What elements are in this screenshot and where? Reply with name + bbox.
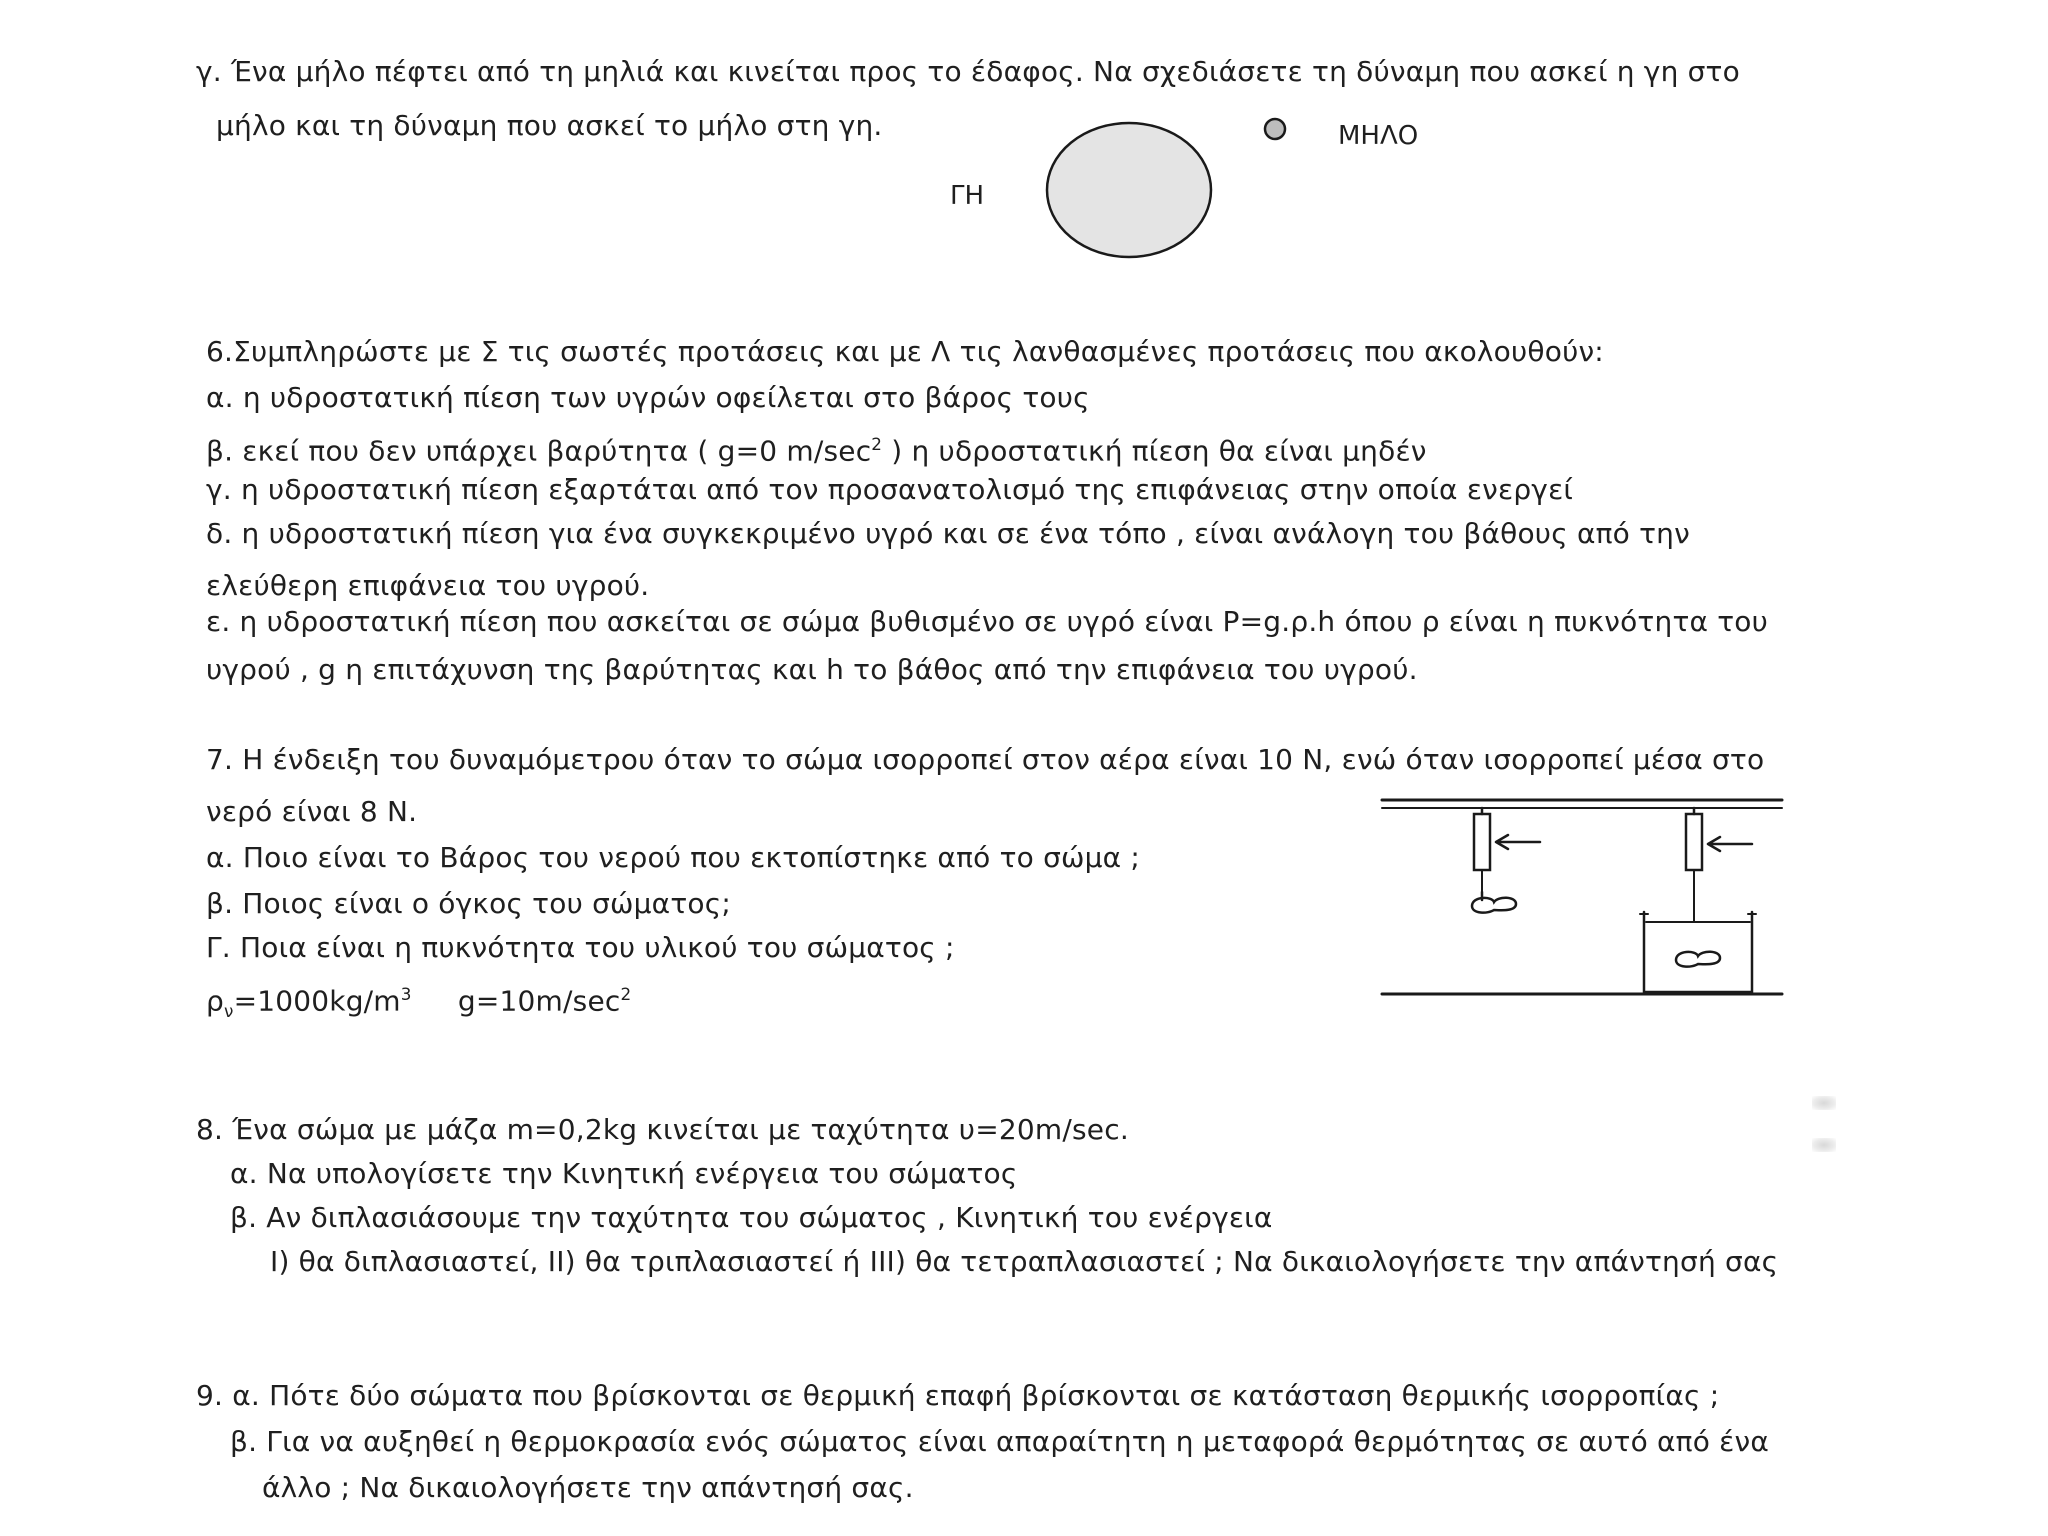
q6-item-b [206,424,1427,471]
water-vessel [1644,912,1752,992]
rho-symbol: ρ [206,984,224,1018]
q5c-line-1: γ. Ένα μήλο πέφτει από τη μηλιά και κινείται προς το έδαφος. Να σχεδιάσετε τη δύναμη που ασκεί η γη στο [196,55,1740,88]
q7-item-a: α. Ποιο είναι το Βάρος του νερού που εκτοπίστηκε από το σώμα ; [206,841,1141,874]
q9-item-b-line-2: άλλο ; Να δικαιολογήσετε την απάντησή σας. [262,1471,914,1504]
q9-item-b-line-1: β. Για να αυξηθεί η θερμοκρασία ενός σώματος είναι απαραίτητη η μεταφορά θερμότητας σε αυτό από ένα [230,1425,1769,1458]
body-in-water [1676,952,1720,967]
arrow-right [1708,837,1752,851]
q6-item-c: γ. η υδροστατική πίεση εξαρτάται από τον προσανατολισμό της επιφάνειας στην οποία ενεργεί [206,473,1574,506]
scan-speck [1812,1096,1836,1110]
q7-line-2: νερό είναι 8 Ν. [206,795,418,828]
earth-label: ΓΗ [950,181,985,211]
g-exponent: 2 [620,984,632,1004]
rho-subscript: ν [223,1000,234,1021]
q6-item-b-text-end: ) η υδροστατική πίεση θα είναι μηδέν [882,434,1427,468]
q6-item-d-line-1: δ. η υδροστατική πίεση για ένα συγκεκριμένο υγρό και σε ένα τόπο , είναι ανάλογη του βάθους από την [206,517,1690,550]
q7-item-c: Γ. Ποια είναι η πυκνότητα του υλικού του σώματος ; [206,931,955,964]
rho-value: =1000kg/m [233,984,401,1018]
dynamometer-right [1686,814,1702,870]
q8-item-c: Ι) θα διπλασιαστεί, ΙΙ) θα τριπλασιαστεί ή ΙΙΙ) θα τετραπλασιαστεί ; Να δικαιολογήσετε την απάντησή σας [270,1245,1779,1278]
q6-item-a: α. η υδροστατική πίεση των υγρών οφείλεται στο βάρος τους [206,381,1090,414]
q9-item-a: 9. α. Πότε δύο σώματα που βρίσκονται σε θερμική επαφή βρίσκονται σε κατάσταση θερμικής ισορροπίας ; [196,1379,1720,1412]
dynamometer-left [1474,814,1490,870]
earth-figure [1044,120,1214,260]
q6-item-b-text-start: β. εκεί που δεν υπάρχει βαρύτητα ( g=0 m/sec [206,434,872,468]
q7-constants [206,974,631,1031]
arrow-left [1496,835,1540,849]
q6-item-e-line-2: υγρού , g η επιτάχυνση της βαρύτητας και h το βάθος από την επιφάνεια του υγρού. [206,653,1418,686]
q7-item-b: β. Ποιος είναι ο όγκος του σώματος; [206,887,731,920]
dynamometer-diagram [1380,792,1800,1007]
q8-item-a: α. Να υπολογίσετε την Κινητική ενέργεια του σώματος [230,1157,1018,1190]
q7-line-1: 7. Η ένδειξη του δυναμόμετρου όταν το σώμα ισορροπεί στον αέρα είναι 10 Ν, ενώ όταν ισορροπεί μέσα στο [206,743,1765,776]
q8-item-b: β. Αν διπλασιάσουμε την ταχύτητα του σώματος , Κινητική του ενέργεια [230,1201,1273,1234]
q6-item-d-line-2: ελεύθερη επιφάνεια του υγρού. [206,569,650,602]
q8-line-1: 8. Ένα σώμα με μάζα m=0,2kg κινείται με ταχύτητα υ=20m/sec. [196,1113,1129,1146]
body-in-air [1472,898,1516,913]
g-value: g=10m/sec [457,984,621,1018]
q5c-line-2: μήλο και τη δύναμη που ασκεί το μήλο στη γη. [216,109,883,142]
q6-title: 6.Συμπληρώστε με Σ τις σωστές προτάσεις και με Λ τις λανθασμένες προτάσεις που ακολουθούν: [206,335,1604,368]
q6-item-b-exponent: 2 [871,434,883,454]
apple-label: ΜΗΛΟ [1338,121,1419,151]
apple-figure [1262,116,1288,142]
scan-speck [1812,1138,1836,1152]
q6-item-e-line-1: ε. η υδροστατική πίεση που ασκείται σε σώμα βυθισμένο σε υγρό είναι P=g.ρ.h όπου ρ είναι η πυκνότητα του [206,605,1769,638]
rho-exponent: 3 [400,984,412,1004]
